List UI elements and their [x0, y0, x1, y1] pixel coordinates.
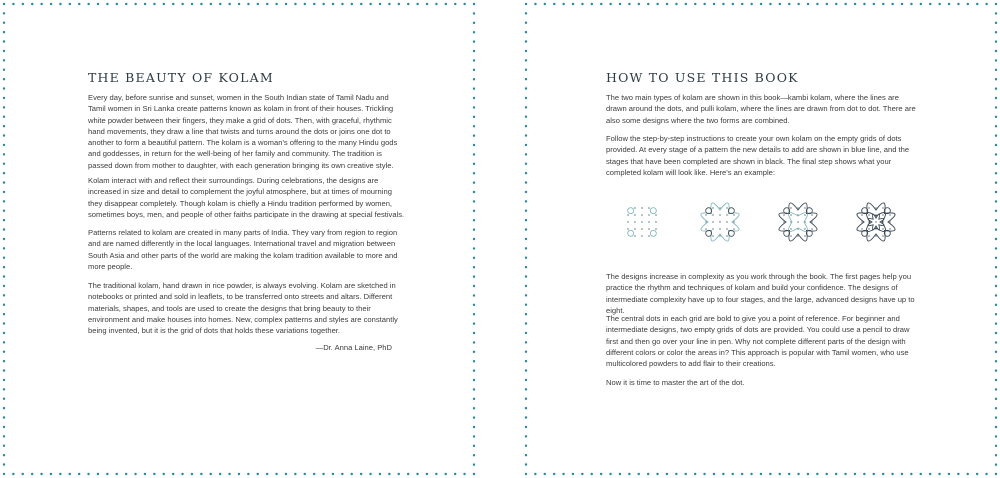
kolam-dot	[797, 221, 799, 223]
kolam-dot	[783, 228, 785, 230]
kolam-dot	[804, 214, 806, 216]
kolam-dot	[719, 228, 721, 230]
kolam-dot	[733, 214, 735, 216]
kolam-dot	[712, 214, 714, 216]
right-paragraph-1: The two main types of kolam are shown in this book—kambi kolam, where the lines are drawn around the dots, and pulli kolam, where the lines are drawn from dot to dot. There are also some designs where the two forms are combined.	[606, 93, 916, 125]
kolam-loop	[650, 208, 656, 214]
kolam-dot	[627, 214, 629, 216]
kolam-dot	[719, 214, 721, 216]
kolam-dot	[712, 235, 714, 237]
kolam-dot	[882, 214, 884, 216]
left-page	[0, 0, 478, 478]
kolam-dot	[882, 207, 884, 209]
kolam-dot	[790, 214, 792, 216]
kolam-dot	[627, 228, 629, 230]
kolam-dot	[868, 214, 870, 216]
kolam-dot	[712, 207, 714, 209]
kolam-step-2	[688, 190, 752, 254]
kolam-example-steps	[610, 190, 900, 262]
kolam-dot	[641, 228, 643, 230]
kolam-dot	[648, 221, 650, 223]
kolam-dot	[641, 214, 643, 216]
kolam-dot	[868, 207, 870, 209]
kolam-dot	[889, 214, 891, 216]
kolam-step-3	[766, 190, 830, 254]
kolam-dot	[811, 214, 813, 216]
kolam-dot	[726, 221, 728, 223]
kolam-loop	[628, 208, 634, 214]
kolam-dot	[655, 221, 657, 223]
kolam-dot	[634, 221, 636, 223]
kolam-dot	[733, 228, 735, 230]
kolam-dot	[648, 207, 650, 209]
kolam-dot	[726, 235, 728, 237]
right-paragraph-2: Follow the step-by-step instructions to create your own kolam on the empty grids of dots provided. At every stage of a pattern the new details to add are shown in blue line, and the stages that have been completed are shown in black. The final step shows what your completed kolam will look like. Here's an example:	[606, 134, 910, 177]
right-paragraph-5: Now it is time to master the art of the dot.	[606, 378, 745, 387]
kolam-dot	[719, 221, 721, 223]
kolam-dot	[726, 228, 728, 230]
kolam-dot	[868, 228, 870, 230]
right-paragraph-4: The central dots in each grid are bold to give you a point of reference. For beginner and intermediate designs, two empty grids of dots are provided. You could use a pencil to draw first and then go over your line in pen. Why not complete different parts of the design with different colors or color the areas in? This approach is popular with Tamil women, who use multicolored powders to add flair to their creations.	[606, 314, 910, 369]
kolam-dot	[655, 214, 657, 216]
kolam-dot	[648, 228, 650, 230]
kolam-dot	[726, 207, 728, 209]
kolam-dot	[648, 235, 650, 237]
kolam-dot	[804, 228, 806, 230]
kolam-dot	[861, 214, 863, 216]
kolam-dot	[641, 235, 643, 237]
kolam-dot	[790, 207, 792, 209]
kolam-dot	[712, 228, 714, 230]
kolam-dot	[783, 214, 785, 216]
kolam-dot	[882, 228, 884, 230]
right-page-title: HOW TO USE THIS BOOK	[606, 70, 799, 85]
kolam-dot	[889, 228, 891, 230]
kolam-dot	[655, 228, 657, 230]
kolam-dot	[811, 228, 813, 230]
left-paragraph-1: Every day, before sunrise and sunset, women in the South Indian state of Tamil Nadu and Tamil women in Sri Lanka create patterns known as kolam in front of their houses. Trickling white powder between their fingers, they make a grid of dots. Then, with graceful, rhythmic hand movements, they draw a line that twists and turns around the dots or joins one dot to another to form a beautiful pattern. The kolam is a woman's offering to the many Hindu gods and goddesses, in return for the well-being of her family and community. The tradition is passed down from mother to daughter, with each generation bringing its own creative style.	[88, 93, 398, 170]
kolam-dot	[648, 214, 650, 216]
left-paragraph-4: The traditional kolam, hand drawn in rice powder, is always evolving. Kolam are sketched in notebooks or printed and sold in leaflets, to be transferred onto streets and altars. Different materials, shapes, and tools are used to create the designs that bring beauty to their environment and make houses into homes. New, complex patterns and styles are constantly being invented, but it is the grid of dots that holds these variations together.	[88, 281, 398, 336]
kolam-dot	[634, 235, 636, 237]
kolam-dot	[726, 214, 728, 216]
kolam-dot	[868, 235, 870, 237]
kolam-dot	[790, 228, 792, 230]
left-paragraph-3: Patterns related to kolam are created in many parts of India. They vary from region to region and are named differently in the local languages. International travel and migration between South Asia and other parts of the world are making the kolam tradition available to more and more people.	[88, 228, 398, 271]
kolam-step-1	[610, 190, 674, 254]
kolam-dot	[634, 228, 636, 230]
left-paragraph-2: Kolam interact with and reflect their surroundings. During celebrations, the designs are increased in size and detail to complement the joyful atmosphere, but at times of mourning they disappear completely. Though kolam is chiefly a Hindu tradition performed by women, sometimes boys, men, and people of other faiths participate in the drawing at special festivals.	[88, 176, 405, 219]
kolam-step-4	[844, 190, 908, 254]
kolam-dot	[641, 221, 643, 223]
kolam-dot	[712, 221, 714, 223]
kolam-dot	[804, 235, 806, 237]
kolam-loop	[628, 230, 634, 236]
kolam-dot	[627, 221, 629, 223]
kolam-dot	[861, 228, 863, 230]
kolam-dot	[705, 228, 707, 230]
kolam-dot	[641, 207, 643, 209]
kolam-dot	[875, 221, 877, 223]
kolam-loop	[650, 230, 656, 236]
kolam-dot	[634, 214, 636, 216]
right-paragraph-3: The designs increase in complexity as you work through the book. The first pages help you practice the rhythm and techniques of kolam and build your confidence. The designs of intermediate complexity have up to four stages, and the large, advanced designs have up to eight.	[606, 272, 915, 315]
left-page-title: THE BEAUTY OF KOLAM	[88, 70, 274, 85]
kolam-dot	[634, 207, 636, 209]
kolam-dot	[882, 235, 884, 237]
author-signature: —Dr. Anna Laine, PhD	[315, 343, 392, 352]
kolam-dot	[790, 235, 792, 237]
kolam-dot	[705, 214, 707, 216]
kolam-dot	[804, 207, 806, 209]
